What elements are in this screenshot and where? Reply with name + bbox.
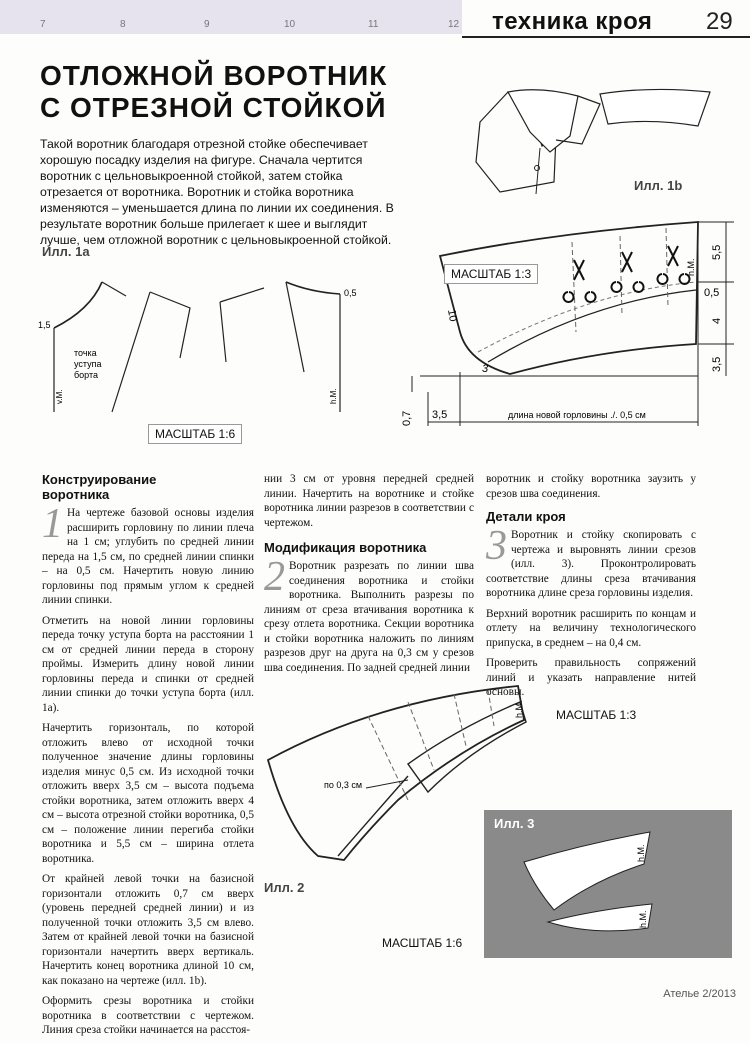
scissors-icon — [658, 246, 690, 284]
cut-pieces-drawing — [484, 810, 732, 958]
section-title: техника кроя — [492, 8, 653, 35]
paragraph: Проверить правильность сопряжений линий и указать направление нитей основы. — [486, 657, 696, 698]
paragraph: Верхний воротник расширить по концам и отлету на величину технологического припуска, в среднем – на 0,4 см. — [486, 607, 696, 649]
dropcap: 1 — [42, 501, 63, 547]
paragraph: Оформить срезы воротника и стойки воротника в соответствии с чертежом. Линия среза стойки начинается на расстоя- — [42, 995, 254, 1036]
paragraph-text: Воротник разрезать по линии шва соединения воротника и стойки воротника. Выполнить разрезы по линиям от среза втачивания воротника к срезу отлета воротника. Секции воротника и стойки воротника наложить по линиям разрезов друг на друга на 0,3 см у срезов шва соединения. По задней средней линии — [264, 560, 474, 674]
dim-label: 4 — [711, 317, 723, 324]
paragraph: воротник и стойку воротника заузить у срезов шва соединения. — [486, 473, 696, 500]
heading-line: воротника — [42, 487, 110, 502]
point-label: уступа — [74, 359, 102, 369]
heading-line: Конструирование — [42, 472, 157, 487]
title-line: С ОТРЕЗНОЙ СТОЙКОЙ — [40, 92, 387, 123]
scale-label: МАСШТАБ 1:3 — [444, 264, 538, 284]
text-column-3 — [486, 472, 696, 706]
shirt-sketch — [470, 82, 730, 202]
section-heading: Модификация воротника — [264, 540, 427, 555]
dim-label: 0,7 — [401, 410, 413, 426]
paragraph — [486, 523, 696, 601]
figure-caption: Илл. 3 — [494, 816, 535, 831]
ruler-number: 12 — [448, 19, 460, 30]
paragraph — [264, 554, 474, 675]
figure-caption: Илл. 1b — [634, 178, 683, 193]
cut-line — [572, 228, 668, 332]
back-shoulder — [220, 288, 264, 362]
paragraph-text: На чертеже базовой основы изделия расширить горловину по линии плеча на 1 см; углубить по средней линии переда на 1,5 см, по средней линии спинки – на 0,5 см. Начертить новую линию горловины под прямым углом к средней линии спинки. — [42, 507, 254, 606]
scissors-icon — [612, 252, 644, 292]
ruler-number: 8 — [120, 19, 126, 30]
paragraph: Отметить на новой линии горловины переда точку уступа борта на расстоянии 1 см от средней линии переда в сторону проймы. Измерить длину новой линии горловины переда и спинки от средней линии спинки до точки уступа борта (илл. 1а). — [42, 614, 254, 714]
scale-label: МАСШТАБ 1:6 — [148, 424, 242, 444]
figure-caption: Илл. 2 — [264, 880, 305, 895]
paragraph: От крайней левой точки на базисной горизонтали отложить 0,7 см вверх (уровень передней средней линии) и из полученной точки отложить 3,5 см влево. Затем от крайней левой точки на базисной горизонтали начертить вверх вертикаль. Начертить конец воротника длиной 10 см, как показано на чертеже (илл. 1b). — [42, 873, 254, 987]
text-column-2 — [264, 472, 474, 681]
point-label: точка — [74, 348, 97, 358]
dim-label: 3,5 — [432, 409, 448, 421]
scale-label: МАСШТАБ 1:6 — [382, 936, 463, 950]
point-label: борта — [74, 370, 98, 380]
ruler-number: 10 — [284, 19, 296, 30]
section-heading — [42, 472, 254, 502]
back-shoulder-line — [286, 282, 304, 372]
shirt-collar — [508, 90, 578, 152]
page-number: 29 — [706, 8, 733, 35]
paragraph: Начертить горизонталь, по которой отложить влево от исходной точки полученное значение длины горловины изделия минус 0,5 см. Из исходной точки отложить вверх 3,5 см – высота подъема стойки воротника, затем отложить вверх 4 см – высота отрезной стойки воротника, 0,5 см – положение линии перегиба стойки воротника и 5,5 см – ширина отлета воротника. — [42, 722, 254, 865]
collar-piece — [600, 89, 710, 126]
dim-label: 3 — [482, 363, 489, 375]
axis-label: h.M. — [514, 700, 524, 718]
axis-label: h.M. — [686, 258, 696, 276]
dropcap: 2 — [264, 554, 285, 600]
paragraph: нии 3 см от уровня передней средней линии. Начертить на воротнике и стойке воротника линии разрезов в соответствии с чертежом. — [264, 473, 474, 529]
front-neckline — [54, 282, 102, 328]
placket-line — [536, 148, 540, 194]
scale-label: МАСШТАБ 1:3 — [556, 708, 637, 722]
dim-label: 0,5 — [704, 287, 720, 299]
intro-paragraph: Такой воротник благодаря отрезной стойке обеспечивает хорошую посадку изделия на фигуре. Сначала чертится воротник с цельновыкроенной стойкой, затем стойка отрезается от воротника. Воротник и стойка воротника изменяются – уменьшается длина по линии их соединения. В результате воротник больше прилегает к шее и выглядит лучше, чем отложной воротник с цельновыкроенной стойкой. — [40, 137, 394, 247]
axis-label: h.M. — [638, 910, 648, 928]
ruler-number: 7 — [40, 19, 46, 30]
dim-label: 3,5 — [711, 356, 723, 372]
dim-label: длина новой горловины ./. 0,5 см — [508, 410, 646, 420]
header-rule — [462, 36, 750, 38]
axis-label: h.M. — [329, 388, 338, 404]
dim-label: 10 — [445, 308, 459, 323]
title-line: ОТЛОЖНОЙ ВОРОТНИК — [40, 60, 388, 91]
paragraph-text: Воротник и стойку скопировать с чертежа и выровнять линии срезов (илл. 3). Проконтролировать соответствие длины среза втачивания воротника длине среза горловины изделия. — [486, 529, 696, 599]
text-column-1 — [42, 472, 254, 1044]
stand-cut-piece — [548, 904, 652, 931]
collar-cut-piece — [524, 832, 650, 910]
annotation-label: по 0,3 см — [324, 780, 363, 790]
ruler-strip — [0, 0, 462, 34]
paragraph — [42, 501, 254, 608]
back-neckline — [286, 282, 340, 294]
article-title — [40, 60, 387, 124]
section-heading: Детали кроя — [486, 509, 566, 524]
front-armhole — [112, 292, 190, 412]
axis-label: v.M. — [55, 389, 64, 404]
figure-caption: Илл. 1а — [42, 244, 90, 259]
front-shoulder — [102, 282, 126, 296]
dim-label: 1,5 — [38, 320, 51, 330]
collar-construction — [398, 212, 743, 452]
dropcap: 3 — [486, 523, 507, 569]
neckline-drawing — [30, 262, 360, 422]
dim-label: 5,5 — [711, 244, 723, 260]
scissors-icon — [564, 260, 596, 302]
ruler-number: 11 — [368, 19, 379, 30]
footer-issue: Ателье 2/2013 — [663, 988, 736, 1000]
dim-label: 0,5 — [344, 288, 357, 298]
ruler-number: 9 — [204, 19, 210, 30]
axis-label: h.M. — [636, 844, 646, 862]
